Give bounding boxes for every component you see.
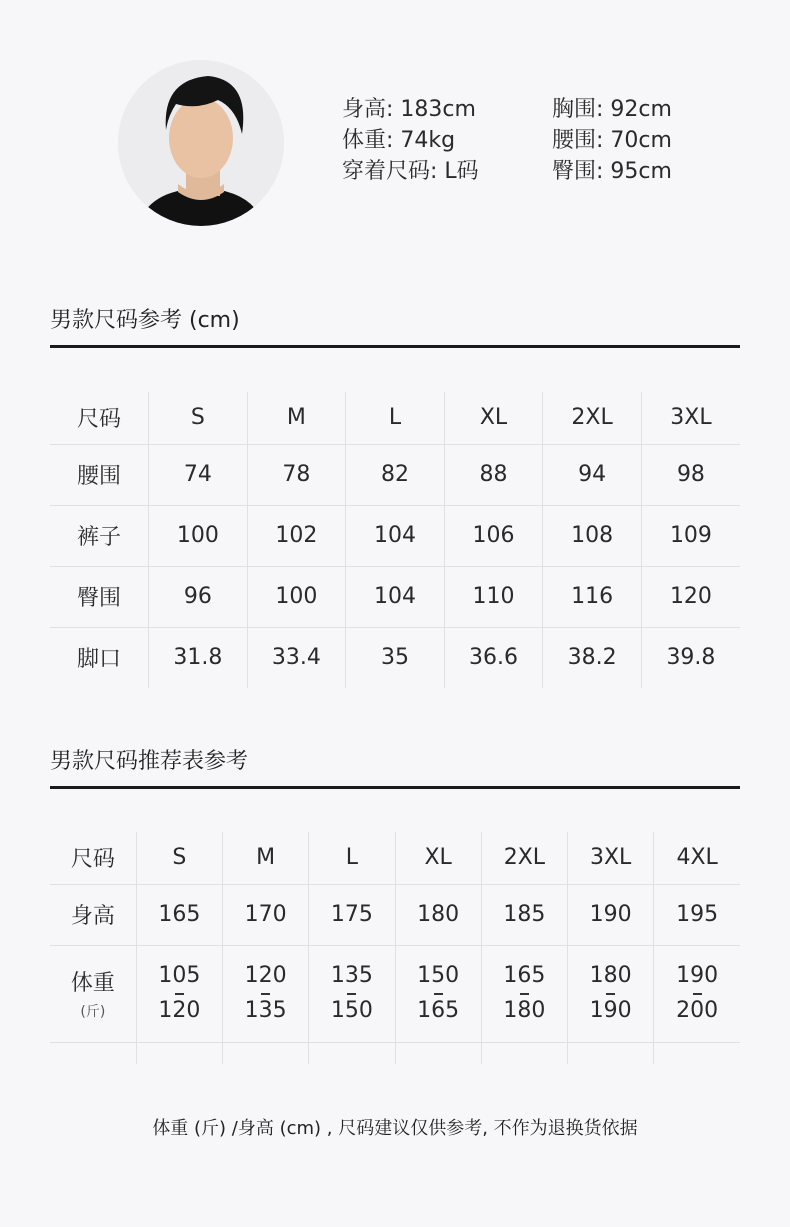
table-cell: 110	[444, 566, 543, 627]
table-cell: 102	[247, 505, 346, 566]
range-dash	[693, 993, 702, 995]
weight-max: 135	[244, 998, 287, 1023]
header-cell: S	[149, 392, 248, 444]
table-cell	[223, 945, 309, 1042]
size-disclaimer: 体重 (斤) /身高 (cm) , 尺码建议仅供参考, 不作为退换货依据	[152, 1118, 638, 1139]
table-cell: 31.8	[149, 627, 248, 688]
size-reference-title: 男款尺码参考 (cm)	[50, 308, 240, 333]
table-cell: 106	[444, 505, 543, 566]
header-cell: XL	[444, 392, 543, 444]
header-cell: L	[309, 832, 395, 884]
model-waist: 腰围: 70cm	[552, 128, 672, 153]
table-cell: 96	[149, 566, 248, 627]
table-row	[50, 884, 740, 945]
weight-min: 135	[330, 963, 373, 988]
table-cell: 104	[346, 505, 445, 566]
weight-min: 120	[244, 963, 287, 988]
model-hip: 臀围: 95cm	[552, 159, 672, 184]
table-cell: 180	[395, 884, 481, 945]
model-weight: 体重: 74kg	[342, 128, 456, 153]
header-cell: 2XL	[481, 832, 567, 884]
table-cell	[136, 945, 222, 1042]
table-row	[50, 627, 740, 688]
row-label: 臀围	[50, 566, 149, 627]
weight-min: 165	[503, 963, 546, 988]
weight-label: 体重	[70, 971, 115, 996]
section-divider	[50, 786, 740, 789]
range-dash	[434, 993, 443, 995]
weight-max: 180	[503, 998, 546, 1023]
table-cell: 39.8	[641, 627, 740, 688]
range-dash	[261, 993, 270, 995]
row-label: 腰围	[50, 444, 149, 505]
weight-min: 105	[158, 963, 201, 988]
table-cell	[568, 945, 654, 1042]
table-cell	[309, 945, 395, 1042]
table-cell: 100	[247, 566, 346, 627]
table-cell: 116	[543, 566, 642, 627]
header-cell: M	[247, 392, 346, 444]
table-cell: 88	[444, 444, 543, 505]
table-cell: 82	[346, 444, 445, 505]
table-cell: 36.6	[444, 627, 543, 688]
table-cell: 108	[543, 505, 642, 566]
model-portrait	[118, 60, 284, 226]
table-cell: 104	[346, 566, 445, 627]
section-divider	[50, 345, 740, 348]
table-cell: 33.4	[247, 627, 346, 688]
header-cell: 3XL	[641, 392, 740, 444]
table-cell: 195	[654, 884, 740, 945]
header-cell: 2XL	[543, 392, 642, 444]
weight-min: 180	[589, 963, 632, 988]
model-size-worn: 穿着尺码: L码	[342, 159, 479, 184]
row-label: 身高	[50, 884, 136, 945]
table-cell: 170	[223, 884, 309, 945]
model-height: 身高: 183cm	[342, 97, 476, 122]
table-cell: 165	[136, 884, 222, 945]
weight-unit: (斤)	[80, 1004, 106, 1020]
row-label: 裤子	[50, 505, 149, 566]
table-cell: 100	[149, 505, 248, 566]
table-cell: 94	[543, 444, 642, 505]
weight-min: 150	[417, 963, 460, 988]
table-row	[50, 444, 740, 505]
range-dash	[520, 993, 529, 995]
table-cell: 74	[149, 444, 248, 505]
table-cell: 109	[641, 505, 740, 566]
table-row	[50, 945, 740, 1042]
weight-max: 165	[417, 998, 460, 1023]
model-chest: 胸围: 92cm	[552, 97, 672, 122]
table-cell: 120	[641, 566, 740, 627]
table-cell: 38.2	[543, 627, 642, 688]
row-label: 脚口	[50, 627, 149, 688]
model-avatar	[118, 60, 284, 226]
table-header-row	[50, 392, 740, 444]
table-cell: 35	[346, 627, 445, 688]
weight-max: 190	[589, 998, 632, 1023]
table-cell	[654, 945, 740, 1042]
weight-max: 200	[676, 998, 719, 1023]
range-dash	[606, 993, 615, 995]
table-cell	[481, 945, 567, 1042]
table-row-empty	[50, 1042, 740, 1064]
weight-max: 150	[330, 998, 373, 1023]
table-cell: 98	[641, 444, 740, 505]
header-cell: 3XL	[568, 832, 654, 884]
header-cell: XL	[395, 832, 481, 884]
header-cell: L	[346, 392, 445, 444]
table-cell: 78	[247, 444, 346, 505]
table-cell: 175	[309, 884, 395, 945]
size-recommendation-table	[50, 832, 740, 1064]
table-cell: 185	[481, 884, 567, 945]
header-cell: 尺码	[70, 847, 115, 873]
weight-min: 190	[676, 963, 719, 988]
row-label	[50, 945, 136, 1042]
header-cell: S	[136, 832, 222, 884]
table-header-row	[50, 832, 740, 884]
range-dash	[347, 993, 356, 995]
table-cell	[395, 945, 481, 1042]
header-cell: 4XL	[654, 832, 740, 884]
table-row	[50, 505, 740, 566]
weight-max: 120	[158, 998, 201, 1023]
table-row	[50, 566, 740, 627]
recommendation-title: 男款尺码推荐表参考	[50, 749, 249, 774]
header-cell: M	[223, 832, 309, 884]
size-reference-table	[50, 392, 740, 688]
model-info	[342, 96, 752, 185]
range-dash	[175, 993, 184, 995]
header-cell: 尺码	[77, 407, 122, 433]
table-cell: 190	[568, 884, 654, 945]
